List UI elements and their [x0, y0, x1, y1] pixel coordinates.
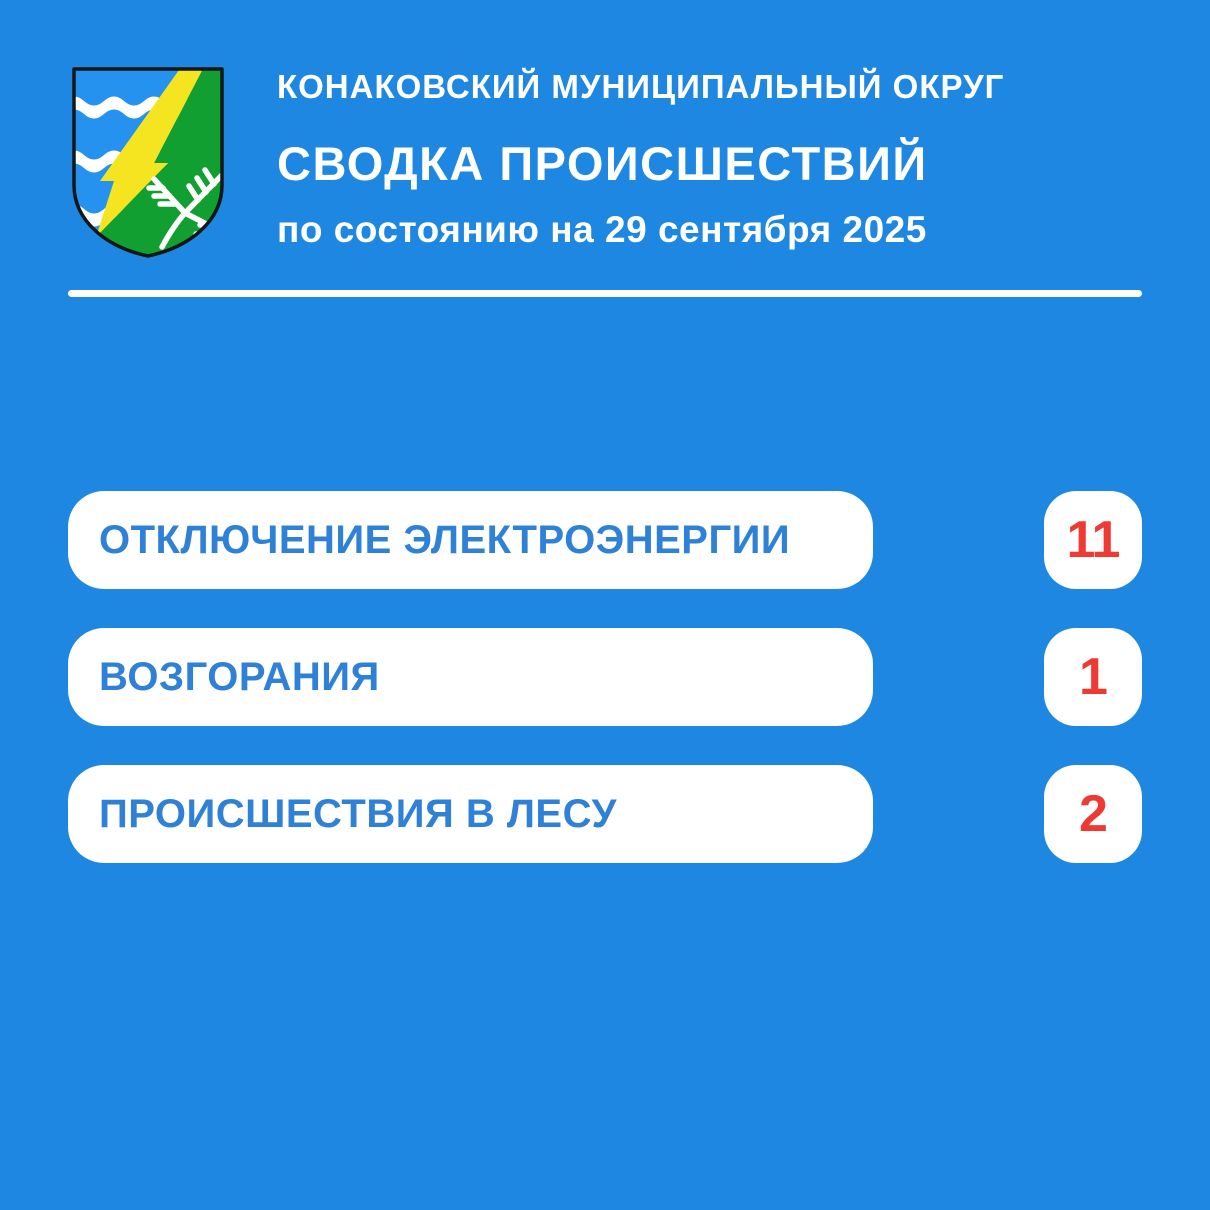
incident-pill — [68, 491, 873, 589]
incident-pill — [68, 765, 873, 863]
incident-count-badge — [1044, 491, 1142, 589]
incident-count-badge — [1044, 765, 1142, 863]
municipality-name: КОНАКОВСКИЙ МУНИЦИПАЛЬНЫЙ ОКРУГ — [277, 68, 1005, 105]
report-title: СВОДКА ПРОИСШЕСТВИЙ — [277, 137, 928, 190]
incident-label: ПРОИСШЕСТВИЯ В ЛЕСУ — [99, 791, 617, 836]
incident-count: 2 — [1079, 785, 1107, 843]
incident-label: ВОЗГОРАНИЯ — [99, 654, 380, 699]
coat-of-arms-icon — [68, 63, 228, 263]
incident-count-badge — [1044, 628, 1142, 726]
incident-pill — [68, 628, 873, 726]
report-date: по состоянию на 29 сентября 2025 — [277, 209, 927, 250]
incident-row — [68, 628, 1142, 726]
incident-count: 11 — [1066, 511, 1120, 569]
divider — [68, 290, 1142, 297]
incident-label: ОТКЛЮЧЕНИЕ ЭЛЕКТРОЭНЕРГИИ — [99, 517, 791, 562]
incident-row — [68, 765, 1142, 863]
incident-count: 1 — [1079, 648, 1107, 706]
incident-row — [68, 491, 1142, 589]
